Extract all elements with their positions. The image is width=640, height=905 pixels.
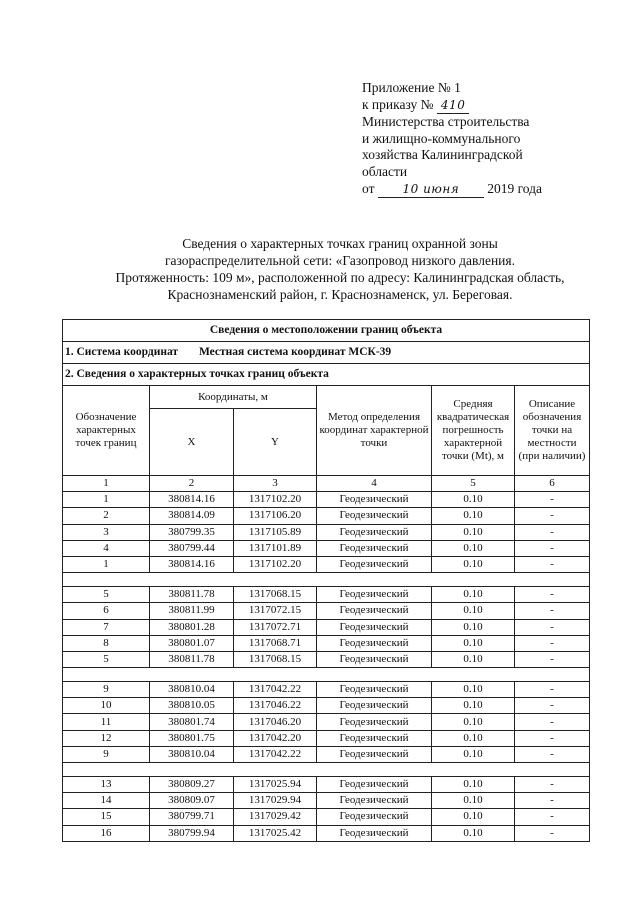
- ministry-line-3: хозяйства Калининградской: [362, 147, 523, 163]
- error-cell: 0.10: [432, 825, 515, 841]
- y-coordinate-cell: 1317072.15: [234, 603, 317, 619]
- error-cell: 0.10: [432, 508, 515, 524]
- point-number-cell: 12: [63, 730, 150, 746]
- header-error: Средняя квадратическая погрешность характерной точки (Mt), м: [432, 386, 515, 476]
- method-cell: Геодезический: [317, 603, 432, 619]
- error-cell: 0.10: [432, 682, 515, 698]
- x-coordinate-cell: 380811.78: [150, 587, 234, 603]
- header-y: Y: [234, 409, 317, 476]
- table-row: [63, 492, 590, 508]
- table-row: [63, 587, 590, 603]
- table-row: [63, 603, 590, 619]
- ministry-line-1: Министерства строительства: [362, 114, 530, 130]
- point-number-cell: 2: [63, 508, 150, 524]
- error-cell: 0.10: [432, 619, 515, 635]
- table-row: [63, 635, 590, 651]
- error-cell: 0.10: [432, 793, 515, 809]
- y-coordinate-cell: 1317025.42: [234, 825, 317, 841]
- header-description: Описание обозначения точки на местности (при наличии): [515, 386, 590, 476]
- table-body: [63, 320, 590, 842]
- description-cell: -: [515, 508, 590, 524]
- point-number-cell: 8: [63, 635, 150, 651]
- description-cell: -: [515, 809, 590, 825]
- method-cell: Геодезический: [317, 556, 432, 572]
- x-coordinate-cell: 380801.75: [150, 730, 234, 746]
- y-coordinate-cell: 1317042.22: [234, 746, 317, 762]
- y-coordinate-cell: 1317025.94: [234, 777, 317, 793]
- band-system: [63, 342, 590, 364]
- x-coordinate-cell: 380799.44: [150, 540, 234, 556]
- title-line-1: Сведения о характерных точках границ охранной зоны: [182, 236, 498, 251]
- x-coordinate-cell: 380801.28: [150, 619, 234, 635]
- column-number: 4: [317, 476, 432, 492]
- point-number-cell: 4: [63, 540, 150, 556]
- description-cell: -: [515, 714, 590, 730]
- y-coordinate-cell: 1317102.20: [234, 556, 317, 572]
- error-cell: 0.10: [432, 809, 515, 825]
- ministry-line-4: области: [362, 163, 408, 179]
- method-cell: Геодезический: [317, 793, 432, 809]
- x-coordinate-cell: 380810.05: [150, 698, 234, 714]
- band-system-label: 1. Система координат: [65, 346, 179, 358]
- error-cell: 0.10: [432, 587, 515, 603]
- table-row: [63, 777, 590, 793]
- boundary-points-table: [62, 319, 590, 842]
- column-number: 6: [515, 476, 590, 492]
- group-separator: [63, 573, 590, 587]
- y-coordinate-cell: 1317068.15: [234, 587, 317, 603]
- x-coordinate-cell: 380801.74: [150, 714, 234, 730]
- description-cell: -: [515, 698, 590, 714]
- point-number-cell: 3: [63, 524, 150, 540]
- table-row: [63, 746, 590, 762]
- error-cell: 0.10: [432, 714, 515, 730]
- y-coordinate-cell: 1317068.15: [234, 651, 317, 667]
- table-row: [63, 714, 590, 730]
- error-cell: 0.10: [432, 651, 515, 667]
- method-cell: Геодезический: [317, 746, 432, 762]
- x-coordinate-cell: 380811.78: [150, 651, 234, 667]
- table-row: [63, 809, 590, 825]
- error-cell: 0.10: [432, 730, 515, 746]
- date-handwritten: 10 июня: [378, 181, 484, 199]
- order-prefix: к приказу №: [362, 96, 434, 112]
- error-cell: 0.10: [432, 603, 515, 619]
- y-coordinate-cell: 1317101.89: [234, 540, 317, 556]
- description-cell: -: [515, 587, 590, 603]
- table-row: [63, 730, 590, 746]
- description-cell: -: [515, 540, 590, 556]
- error-cell: 0.10: [432, 540, 515, 556]
- header-method: Метод определения координат характерной точки: [317, 386, 432, 476]
- x-coordinate-cell: 380809.07: [150, 793, 234, 809]
- y-coordinate-cell: 1317102.20: [234, 492, 317, 508]
- table-row: [63, 793, 590, 809]
- band-system-value: Местная система координат МСК-39: [198, 346, 392, 358]
- header-designation: Обозначение характерных точек границ: [63, 386, 150, 476]
- method-cell: Геодезический: [317, 714, 432, 730]
- error-cell: 0.10: [432, 746, 515, 762]
- point-number-cell: 10: [63, 698, 150, 714]
- error-cell: 0.10: [432, 556, 515, 572]
- y-coordinate-cell: 1317106.20: [234, 508, 317, 524]
- order-line: [362, 97, 602, 115]
- x-coordinate-cell: 380814.16: [150, 492, 234, 508]
- header-row-1: [63, 386, 590, 409]
- point-number-cell: 9: [63, 682, 150, 698]
- y-coordinate-cell: 1317046.20: [234, 714, 317, 730]
- x-coordinate-cell: 380801.07: [150, 635, 234, 651]
- column-numbers-row: [63, 476, 590, 492]
- error-cell: 0.10: [432, 635, 515, 651]
- x-coordinate-cell: 380810.04: [150, 746, 234, 762]
- point-number-cell: 7: [63, 619, 150, 635]
- date-line: [362, 181, 602, 199]
- description-cell: -: [515, 682, 590, 698]
- table-row: [63, 698, 590, 714]
- y-coordinate-cell: 1317042.22: [234, 682, 317, 698]
- group-separator: [63, 763, 590, 777]
- title-line-4: Краснознаменский район, г. Краснознаменск, ул. Береговая.: [167, 287, 513, 302]
- table-row: [63, 682, 590, 698]
- method-cell: Геодезический: [317, 809, 432, 825]
- x-coordinate-cell: 380799.94: [150, 825, 234, 841]
- column-number: 3: [234, 476, 317, 492]
- date-suffix: 2019 года: [487, 180, 543, 196]
- method-cell: Геодезический: [317, 698, 432, 714]
- table-row: [63, 540, 590, 556]
- point-number-cell: 15: [63, 809, 150, 825]
- point-number-cell: 5: [63, 651, 150, 667]
- x-coordinate-cell: 380809.27: [150, 777, 234, 793]
- x-coordinate-cell: 380811.99: [150, 603, 234, 619]
- point-number-cell: 13: [63, 777, 150, 793]
- column-number: 5: [432, 476, 515, 492]
- date-prefix: от: [362, 180, 375, 196]
- description-cell: -: [515, 651, 590, 667]
- point-number-cell: 6: [63, 603, 150, 619]
- band-points-row: [63, 364, 590, 386]
- point-number-cell: 1: [63, 556, 150, 572]
- title-line-2: газораспределительной сети: «Газопровод низкого давления.: [164, 253, 515, 268]
- method-cell: Геодезический: [317, 777, 432, 793]
- description-cell: -: [515, 793, 590, 809]
- header-x: X: [150, 409, 234, 476]
- method-cell: Геодезический: [317, 619, 432, 635]
- description-cell: -: [515, 603, 590, 619]
- band-points: 2. Сведения о характерных точках границ объекта: [63, 364, 590, 386]
- table-row: [63, 524, 590, 540]
- method-cell: Геодезический: [317, 635, 432, 651]
- x-coordinate-cell: 380799.71: [150, 809, 234, 825]
- group-separator-row: [63, 763, 590, 777]
- column-number: 1: [63, 476, 150, 492]
- method-cell: Геодезический: [317, 825, 432, 841]
- point-number-cell: 11: [63, 714, 150, 730]
- error-cell: 0.10: [432, 524, 515, 540]
- point-number-cell: 16: [63, 825, 150, 841]
- group-separator-row: [63, 668, 590, 682]
- order-number-handwritten: 410: [437, 97, 469, 115]
- appendix-title: Приложение № 1: [362, 80, 461, 95]
- title-line-3: Протяженность: 109 м», расположенной по адресу: Калининградская область,: [115, 270, 565, 285]
- method-cell: Геодезический: [317, 587, 432, 603]
- description-cell: -: [515, 825, 590, 841]
- group-separator-row: [63, 573, 590, 587]
- band-location: Сведения о местоположении границ объекта: [63, 320, 590, 342]
- x-coordinate-cell: 380814.16: [150, 556, 234, 572]
- document-title: [70, 235, 610, 303]
- description-cell: -: [515, 492, 590, 508]
- table-row: [63, 651, 590, 667]
- description-cell: -: [515, 730, 590, 746]
- method-cell: Геодезический: [317, 508, 432, 524]
- description-cell: -: [515, 524, 590, 540]
- header-coordinates: Координаты, м: [150, 386, 317, 409]
- method-cell: Геодезический: [317, 540, 432, 556]
- y-coordinate-cell: 1317105.89: [234, 524, 317, 540]
- error-cell: 0.10: [432, 492, 515, 508]
- point-number-cell: 1: [63, 492, 150, 508]
- table-row: [63, 556, 590, 572]
- table-row: [63, 619, 590, 635]
- error-cell: 0.10: [432, 698, 515, 714]
- group-separator: [63, 668, 590, 682]
- ministry-line-2: и жилищно-коммунального: [362, 130, 521, 146]
- description-cell: -: [515, 746, 590, 762]
- method-cell: Геодезический: [317, 730, 432, 746]
- x-coordinate-cell: 380810.04: [150, 682, 234, 698]
- point-number-cell: 9: [63, 746, 150, 762]
- table-row: [63, 825, 590, 841]
- column-number: 2: [150, 476, 234, 492]
- description-cell: -: [515, 619, 590, 635]
- table-row: [63, 508, 590, 524]
- description-cell: -: [515, 635, 590, 651]
- y-coordinate-cell: 1317042.20: [234, 730, 317, 746]
- x-coordinate-cell: 380814.09: [150, 508, 234, 524]
- band-system-row: [63, 342, 590, 364]
- y-coordinate-cell: 1317029.42: [234, 809, 317, 825]
- description-cell: -: [515, 777, 590, 793]
- method-cell: Геодезический: [317, 524, 432, 540]
- error-cell: 0.10: [432, 777, 515, 793]
- y-coordinate-cell: 1317029.94: [234, 793, 317, 809]
- point-number-cell: 14: [63, 793, 150, 809]
- appendix-block: [362, 80, 602, 198]
- description-cell: -: [515, 556, 590, 572]
- y-coordinate-cell: 1317068.71: [234, 635, 317, 651]
- x-coordinate-cell: 380799.35: [150, 524, 234, 540]
- y-coordinate-cell: 1317046.22: [234, 698, 317, 714]
- point-number-cell: 5: [63, 587, 150, 603]
- method-cell: Геодезический: [317, 492, 432, 508]
- y-coordinate-cell: 1317072.71: [234, 619, 317, 635]
- method-cell: Геодезический: [317, 651, 432, 667]
- band-location-row: [63, 320, 590, 342]
- method-cell: Геодезический: [317, 682, 432, 698]
